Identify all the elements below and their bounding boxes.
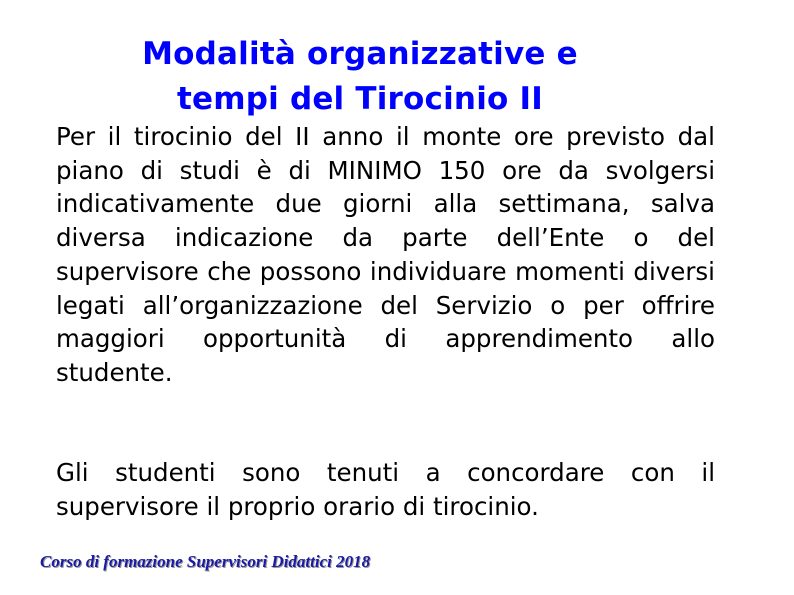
slide-title-line-2: tempi del Tirocinio II (176, 81, 543, 117)
body-paragraph-1: Per il tirocinio del II anno il monte ore previsto dal piano di studi è di MINIMO 150 ore da svolgersi indicativamente due giorni alla settimana, salva diversa indicazione da parte dell’Ente o del supervisore che possono individuare momenti diversi legati all’organizzazione del Servizio o per offrire maggiori opportunità di apprendimento allo studente. (56, 122, 715, 387)
body-paragraph-2: Gli studenti sono tenuti a concordare con il supervisore il proprio orario di tirocinio. (56, 458, 715, 521)
slide-title-line-1: Modalità organizzative e (142, 36, 578, 72)
slide-title (100, 32, 620, 122)
slide-footer: Corso di formazione Supervisori Didattici 2018 (40, 552, 371, 571)
